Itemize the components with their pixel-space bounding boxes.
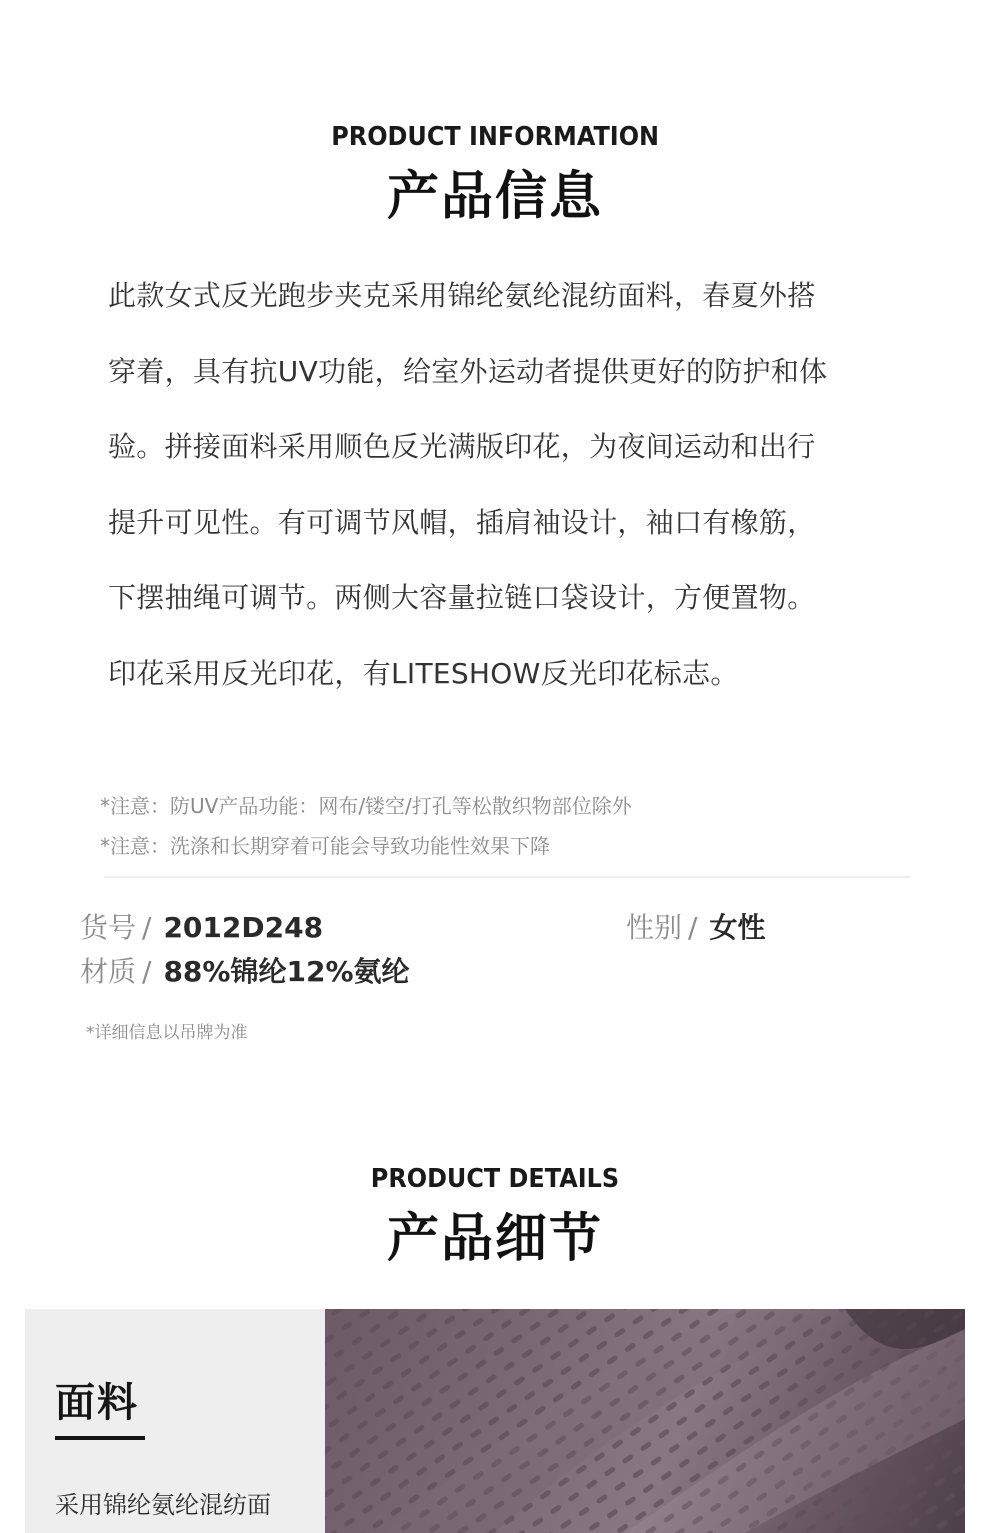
description-line: 印花采用反光印花，有LITESHOW反光印花标志。: [108, 656, 739, 690]
spec-value: 2012D248: [163, 911, 324, 944]
description-line: 下摆抽绳可调节。两侧大容量拉链口袋设计，方便置物。: [108, 581, 816, 614]
spec-label: 性别: [626, 911, 683, 944]
divider: [104, 876, 910, 878]
detail-text-panel: [25, 1309, 325, 1533]
section-title-en: PRODUCT DETAILS: [370, 1164, 620, 1194]
product-description: [108, 258, 898, 711]
spec-gender: [626, 906, 765, 946]
fabric-texture: [325, 1309, 965, 1533]
description-line: 验。拼接面料采用顺色反光满版印花，为夜间运动和出行: [108, 430, 816, 463]
section-title-zh: 产品信息: [386, 167, 603, 227]
section-title-zh: 产品细节: [386, 1209, 603, 1269]
detail-underline: [55, 1436, 145, 1440]
uv-note: *注意：防UV产品功能：网布/镂空/打孔等松散织物部位除外: [100, 794, 632, 818]
spec-label: 货号: [80, 911, 137, 944]
notes-block: [100, 786, 632, 866]
spec-label: 材质: [80, 955, 137, 988]
spec-separator: /: [142, 911, 152, 944]
spec-material: [80, 950, 410, 990]
description-line: 此款女式反光跑步夹克采用锦纶氨纶混纺面料，春夏外搭: [108, 279, 816, 312]
wash-note: *注意：洗涤和长期穿着可能会导致功能性效果下降: [100, 834, 550, 858]
section-title-en: PRODUCT INFORMATION: [331, 122, 659, 152]
detail-title: 面料: [55, 1380, 139, 1426]
fabric-detail-card: [25, 1309, 965, 1533]
detail-text: 采用锦纶氨纶混纺面: [55, 1491, 271, 1519]
spec-value: 女性: [709, 911, 766, 944]
spec-separator: /: [688, 911, 698, 944]
product-details-header: [0, 1164, 990, 1271]
tag-note: *详细信息以吊牌为准: [86, 1023, 248, 1043]
fabric-photo: [325, 1309, 965, 1533]
description-line: 穿着，具有抗UV功能，给室外运动者提供更好的防护和体: [108, 354, 828, 388]
description-line: 提升可见性。有可调节风帽，插肩袖设计，袖口有橡筋，: [108, 505, 816, 539]
spec-value: 88%锦纶12%氨纶: [163, 955, 410, 988]
spec-sku: [80, 906, 323, 946]
spec-separator: /: [142, 955, 152, 988]
product-information-header: [0, 122, 990, 229]
